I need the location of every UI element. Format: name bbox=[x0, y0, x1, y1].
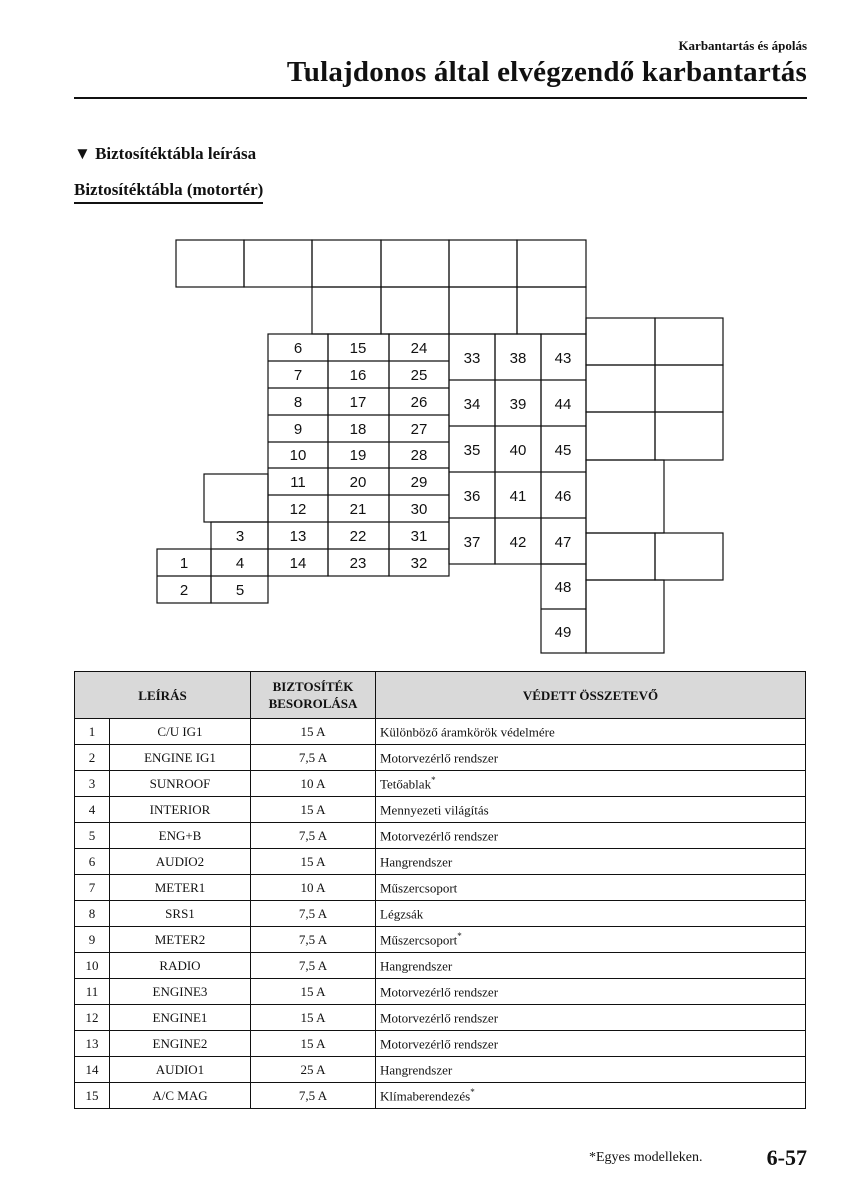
table-row bbox=[75, 745, 806, 771]
page-title: Tulajdonos által elvégzendő karbantartás bbox=[286, 56, 807, 88]
fuse-label: 46 bbox=[554, 488, 572, 505]
fuse-label: 32 bbox=[410, 555, 428, 572]
fuse-component: Hangrendszer bbox=[376, 953, 806, 979]
fuse-name: AUDIO2 bbox=[110, 849, 251, 875]
fuse-label: 25 bbox=[410, 367, 428, 384]
table-row bbox=[75, 1005, 806, 1031]
fuse-rating: 15 A bbox=[251, 1005, 376, 1031]
section-heading: ▼ Biztosítéktábla leírása bbox=[74, 144, 257, 163]
fuse-label: 42 bbox=[509, 534, 527, 551]
fuse-name: ENG+B bbox=[110, 823, 251, 849]
table-row bbox=[75, 849, 806, 875]
fuse-label: 10 bbox=[289, 447, 307, 464]
fuse-label: 11 bbox=[290, 474, 306, 491]
fuse-name: METER2 bbox=[110, 927, 251, 953]
fuse-label: 45 bbox=[554, 442, 572, 459]
fuse-label: 6 bbox=[293, 340, 303, 357]
header-rating-line1: BIZTOSÍTÉK bbox=[272, 679, 354, 694]
fuse-label: 17 bbox=[349, 394, 367, 411]
fuse-name: METER1 bbox=[110, 875, 251, 901]
fuse-no: 3 bbox=[75, 771, 110, 797]
fuse-label: 4 bbox=[235, 555, 245, 572]
fuse-component: Motorvezérlő rendszer bbox=[376, 1005, 806, 1031]
table-row bbox=[75, 927, 806, 953]
fuse-rating: 10 A bbox=[251, 771, 376, 797]
fuse-name: ENGINE3 bbox=[110, 979, 251, 1005]
fuse-component: Motorvezérlő rendszer bbox=[376, 745, 806, 771]
fuse-label: 40 bbox=[509, 442, 527, 459]
fuse-label: 22 bbox=[349, 528, 367, 545]
fuse-no: 13 bbox=[75, 1031, 110, 1057]
fuse-label: 43 bbox=[554, 350, 572, 367]
table-row bbox=[75, 797, 806, 823]
fuse-name: AUDIO1 bbox=[110, 1057, 251, 1083]
table-row bbox=[75, 823, 806, 849]
fuse-table bbox=[74, 671, 806, 1109]
fuse-component: Műszercsoport bbox=[376, 875, 806, 901]
fuse-label: 33 bbox=[463, 350, 481, 367]
fuse-label: 13 bbox=[289, 528, 307, 545]
fuse-rating: 7,5 A bbox=[251, 745, 376, 771]
fuse-label: 26 bbox=[410, 394, 428, 411]
fuse-rating: 7,5 A bbox=[251, 1083, 376, 1109]
fuse-no: 4 bbox=[75, 797, 110, 823]
fuse-name: SUNROOF bbox=[110, 771, 251, 797]
header-section-label: Karbantartás és ápolás bbox=[678, 38, 807, 53]
fuse-rating: 25 A bbox=[251, 1057, 376, 1083]
table-row bbox=[75, 875, 806, 901]
fuse-name: INTERIOR bbox=[110, 797, 251, 823]
fuse-name: A/C MAG bbox=[110, 1083, 251, 1109]
fuse-label: 36 bbox=[463, 488, 481, 505]
fuse-label: 41 bbox=[509, 488, 527, 505]
fuse-rating: 7,5 A bbox=[251, 927, 376, 953]
fuse-component: Klímaberendezés* bbox=[376, 1083, 806, 1109]
fuse-label: 37 bbox=[463, 534, 481, 551]
fuse-label: 3 bbox=[235, 528, 245, 545]
fuse-label: 30 bbox=[410, 501, 428, 518]
table-row bbox=[75, 953, 806, 979]
fuse-no: 14 bbox=[75, 1057, 110, 1083]
fuse-label: 49 bbox=[554, 624, 572, 641]
fuse-label: 9 bbox=[293, 421, 303, 438]
fuse-label: 18 bbox=[349, 421, 367, 438]
fuse-label: 12 bbox=[289, 501, 307, 518]
table-row bbox=[75, 771, 806, 797]
fuse-label: 20 bbox=[349, 474, 367, 491]
fuse-rating: 7,5 A bbox=[251, 823, 376, 849]
header-description: LEÍRÁS bbox=[75, 672, 251, 719]
fuse-label: 34 bbox=[463, 396, 481, 413]
fuse-component: Légzsák bbox=[376, 901, 806, 927]
fuse-component: Hangrendszer bbox=[376, 849, 806, 875]
fuse-name: RADIO bbox=[110, 953, 251, 979]
fuse-rating: 15 A bbox=[251, 719, 376, 745]
fuse-component: Mennyezeti világítás bbox=[376, 797, 806, 823]
fuse-label: 5 bbox=[235, 582, 245, 599]
fuse-component: Motorvezérlő rendszer bbox=[376, 1031, 806, 1057]
fuse-label: 39 bbox=[509, 396, 527, 413]
fuse-label: 31 bbox=[410, 528, 428, 545]
fuse-label: 19 bbox=[349, 447, 367, 464]
fuse-component: Motorvezérlő rendszer bbox=[376, 979, 806, 1005]
fuse-name: ENGINE2 bbox=[110, 1031, 251, 1057]
fuse-label: 38 bbox=[509, 350, 527, 367]
fuse-no: 9 bbox=[75, 927, 110, 953]
table-header-row bbox=[75, 672, 806, 719]
fuse-number-labels bbox=[180, 340, 572, 641]
fuse-no: 15 bbox=[75, 1083, 110, 1109]
table-row bbox=[75, 979, 806, 1005]
fuse-label: 29 bbox=[410, 474, 428, 491]
fuse-component: Tetőablak* bbox=[376, 771, 806, 797]
fuse-no: 7 bbox=[75, 875, 110, 901]
fuse-label: 48 bbox=[554, 579, 572, 596]
fuse-label: 16 bbox=[349, 367, 367, 384]
fuse-rating: 7,5 A bbox=[251, 953, 376, 979]
page-number: 6-57 bbox=[766, 1145, 807, 1170]
fuse-no: 10 bbox=[75, 953, 110, 979]
table-row bbox=[75, 1031, 806, 1057]
footnote: *Egyes modelleken. bbox=[589, 1150, 703, 1165]
fuse-name: SRS1 bbox=[110, 901, 251, 927]
fuse-label: 44 bbox=[554, 396, 572, 413]
table-row bbox=[75, 719, 806, 745]
fuse-component: Műszercsoport* bbox=[376, 927, 806, 953]
fuse-name: ENGINE IG1 bbox=[110, 745, 251, 771]
fuse-label: 35 bbox=[463, 442, 481, 459]
fuse-label: 15 bbox=[349, 340, 367, 357]
fuse-label: 27 bbox=[410, 421, 428, 438]
fuse-no: 6 bbox=[75, 849, 110, 875]
fuse-rating: 10 A bbox=[251, 875, 376, 901]
table-row bbox=[75, 901, 806, 927]
fuse-label: 24 bbox=[410, 340, 428, 357]
fuse-rating: 15 A bbox=[251, 849, 376, 875]
fuse-no: 2 bbox=[75, 745, 110, 771]
fuse-rating: 15 A bbox=[251, 979, 376, 1005]
fuse-label: 14 bbox=[289, 555, 307, 572]
fuse-label: 47 bbox=[554, 534, 572, 551]
header-rating-line2: BESOROLÁSA bbox=[268, 696, 358, 711]
fuse-no: 11 bbox=[75, 979, 110, 1005]
fuse-rating: 15 A bbox=[251, 1031, 376, 1057]
fuse-component: Hangrendszer bbox=[376, 1057, 806, 1083]
fuse-rating: 7,5 A bbox=[251, 901, 376, 927]
fuse-label: 8 bbox=[293, 394, 303, 411]
fuse-no: 5 bbox=[75, 823, 110, 849]
header-rating bbox=[251, 672, 376, 719]
subheading: Biztosítéktábla (motortér) bbox=[74, 180, 263, 204]
fuse-component: Különböző áramkörök védelmére bbox=[376, 719, 806, 745]
fuse-label: 1 bbox=[179, 555, 189, 572]
fuse-no: 12 bbox=[75, 1005, 110, 1031]
table-row bbox=[75, 1057, 806, 1083]
fuse-label: 2 bbox=[179, 582, 189, 599]
fuse-no: 1 bbox=[75, 719, 110, 745]
fuse-no: 8 bbox=[75, 901, 110, 927]
fuse-rating: 15 A bbox=[251, 797, 376, 823]
fuse-label: 21 bbox=[349, 501, 367, 518]
fuse-component: Motorvezérlő rendszer bbox=[376, 823, 806, 849]
header-component: VÉDETT ÖSSZETEVŐ bbox=[376, 672, 806, 719]
fuse-label: 28 bbox=[410, 447, 428, 464]
fuse-name: C/U IG1 bbox=[110, 719, 251, 745]
table-row bbox=[75, 1083, 806, 1109]
fuse-label: 7 bbox=[293, 367, 303, 384]
fuse-name: ENGINE1 bbox=[110, 1005, 251, 1031]
fuse-label: 23 bbox=[349, 555, 367, 572]
